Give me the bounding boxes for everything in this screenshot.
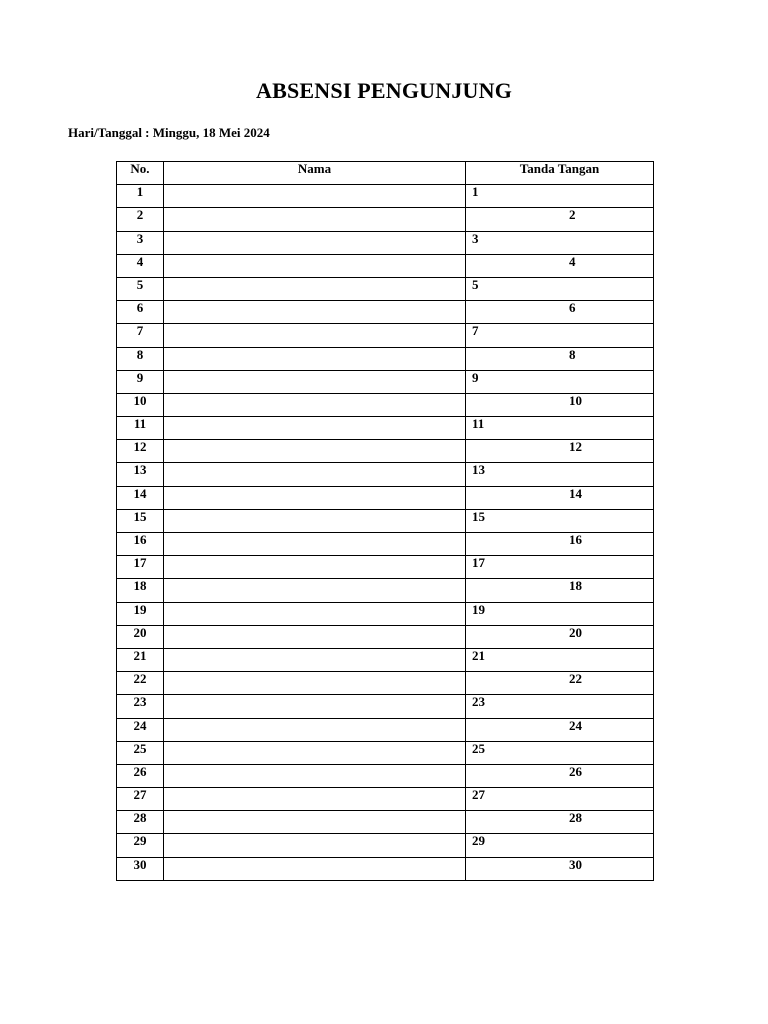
row-number: 7: [117, 324, 164, 347]
row-number: 24: [117, 718, 164, 741]
page-title: ABSENSI PENGUNJUNG: [255, 78, 513, 103]
signature-field[interactable]: [466, 277, 654, 300]
row-number: 20: [117, 625, 164, 648]
signature-field[interactable]: [466, 533, 654, 556]
row-number: 2: [117, 208, 164, 231]
signature-number: 22: [569, 671, 582, 687]
row-number: 15: [117, 509, 164, 532]
signature-field[interactable]: [466, 764, 654, 787]
name-field[interactable]: [164, 393, 466, 416]
signature-field[interactable]: [466, 417, 654, 440]
row-number: 30: [117, 857, 164, 880]
name-field[interactable]: [164, 231, 466, 254]
signature-field[interactable]: [466, 254, 654, 277]
name-field[interactable]: [164, 440, 466, 463]
row-number: 18: [117, 579, 164, 602]
signature-field[interactable]: [466, 788, 654, 811]
signature-number: 5: [472, 277, 479, 292]
signature-number: 17: [472, 555, 485, 571]
row-number: 8: [117, 347, 164, 370]
row-number: 21: [117, 648, 164, 671]
attendance-table: [116, 161, 654, 881]
table-row: [117, 857, 654, 880]
signature-field[interactable]: [466, 393, 654, 416]
name-field[interactable]: [164, 648, 466, 671]
name-field[interactable]: [164, 857, 466, 880]
signature-number: 12: [569, 439, 582, 455]
signature-field[interactable]: [466, 440, 654, 463]
signature-number: 7: [472, 323, 479, 339]
name-field[interactable]: [164, 718, 466, 741]
row-number: 16: [117, 533, 164, 556]
row-number: 19: [117, 602, 164, 625]
table-row: [117, 834, 654, 857]
signature-number: 8: [569, 347, 576, 362]
name-field[interactable]: [164, 811, 466, 834]
table-row: [117, 718, 654, 741]
table-row: [117, 301, 654, 324]
signature-field[interactable]: [466, 185, 654, 208]
signature-field[interactable]: [466, 625, 654, 648]
signature-field[interactable]: [466, 579, 654, 602]
table-row: [117, 486, 654, 509]
signature-number: 23: [472, 694, 485, 710]
row-number: 27: [117, 788, 164, 811]
row-number: 26: [117, 764, 164, 787]
signature-field[interactable]: [466, 208, 654, 231]
signature-number: 16: [569, 532, 582, 547]
table-row: [117, 788, 654, 811]
name-field[interactable]: [164, 579, 466, 602]
signature-number: 9: [472, 370, 479, 385]
row-number: 6: [117, 301, 164, 324]
name-field[interactable]: [164, 370, 466, 393]
signature-number: 27: [472, 787, 485, 803]
signature-field[interactable]: [466, 301, 654, 324]
table-row: [117, 324, 654, 347]
name-field[interactable]: [164, 602, 466, 625]
table-row: [117, 417, 654, 440]
row-number: 13: [117, 463, 164, 486]
table-row: [117, 231, 654, 254]
signature-field[interactable]: [466, 741, 654, 764]
signature-field[interactable]: [466, 672, 654, 695]
signature-number: 13: [472, 462, 485, 478]
name-field[interactable]: [164, 834, 466, 857]
signature-number: 2: [569, 207, 576, 223]
table-row: [117, 811, 654, 834]
row-number: 5: [117, 277, 164, 300]
signature-number: 14: [569, 486, 582, 501]
signature-field[interactable]: [466, 602, 654, 625]
header-tanda-tangan: Tanda Tangan: [466, 162, 654, 185]
signature-number: 29: [472, 833, 485, 849]
name-field[interactable]: [164, 301, 466, 324]
row-number: 10: [117, 393, 164, 416]
row-number: 14: [117, 486, 164, 509]
signature-field[interactable]: [466, 556, 654, 579]
table-row: [117, 648, 654, 671]
row-number: 25: [117, 741, 164, 764]
table-row: [117, 764, 654, 787]
name-field[interactable]: [164, 324, 466, 347]
table-header-row: [117, 162, 654, 185]
signature-field[interactable]: [466, 695, 654, 718]
signature-number: 10: [569, 393, 582, 408]
row-number: 4: [117, 254, 164, 277]
signature-field[interactable]: [466, 857, 654, 880]
name-field[interactable]: [164, 185, 466, 208]
row-number: 23: [117, 695, 164, 718]
name-field[interactable]: [164, 347, 466, 370]
header-nama: Nama: [164, 162, 466, 185]
table-row: [117, 625, 654, 648]
signature-number: 6: [569, 300, 576, 316]
table-row: [117, 556, 654, 579]
row-number: 9: [117, 370, 164, 393]
table-row: [117, 185, 654, 208]
row-number: 22: [117, 672, 164, 695]
table-row: [117, 347, 654, 370]
table-row: [117, 509, 654, 532]
signature-number: 30: [569, 857, 582, 872]
name-field[interactable]: [164, 417, 466, 440]
signature-number: 19: [472, 602, 485, 617]
table-row: [117, 533, 654, 556]
row-number: 17: [117, 556, 164, 579]
signature-number: 18: [569, 578, 582, 594]
table-row: [117, 393, 654, 416]
name-field[interactable]: [164, 625, 466, 648]
signature-field[interactable]: [466, 463, 654, 486]
signature-field[interactable]: [466, 718, 654, 741]
row-number: 29: [117, 834, 164, 857]
signature-number: 26: [569, 764, 582, 779]
table-row: [117, 741, 654, 764]
signature-number: 25: [472, 741, 485, 756]
name-field[interactable]: [164, 556, 466, 579]
signature-number: 11: [472, 416, 485, 432]
signature-number: 3: [472, 231, 479, 246]
name-field[interactable]: [164, 788, 466, 811]
signature-number: 1: [472, 184, 479, 200]
name-field[interactable]: [164, 208, 466, 231]
name-field[interactable]: [164, 277, 466, 300]
signature-number: 24: [569, 718, 582, 733]
table-row: [117, 602, 654, 625]
name-field[interactable]: [164, 254, 466, 277]
table-row: [117, 695, 654, 718]
signature-field[interactable]: [466, 347, 654, 370]
name-field[interactable]: [164, 764, 466, 787]
table-body: [117, 185, 654, 881]
row-number: 28: [117, 811, 164, 834]
signature-number: 28: [569, 810, 582, 826]
name-field[interactable]: [164, 672, 466, 695]
row-number: 1: [117, 185, 164, 208]
signature-number: 4: [569, 254, 576, 269]
name-field[interactable]: [164, 486, 466, 509]
signature-number: 21: [472, 648, 485, 663]
row-number: 3: [117, 231, 164, 254]
signature-field[interactable]: [466, 648, 654, 671]
name-field[interactable]: [164, 509, 466, 532]
signature-field[interactable]: [466, 324, 654, 347]
row-number: 11: [117, 417, 164, 440]
signature-field[interactable]: [466, 231, 654, 254]
signature-field[interactable]: [466, 370, 654, 393]
table-row: [117, 254, 654, 277]
name-field[interactable]: [164, 533, 466, 556]
row-number: 12: [117, 440, 164, 463]
signature-number: 15: [472, 509, 485, 524]
table-row: [117, 579, 654, 602]
name-field[interactable]: [164, 463, 466, 486]
date-line: Hari/Tanggal : Minggu, 18 Mei 2024: [68, 125, 270, 140]
signature-field[interactable]: [466, 509, 654, 532]
table-row: [117, 463, 654, 486]
signature-number: 20: [569, 625, 582, 640]
header-no: No.: [117, 162, 164, 185]
signature-field[interactable]: [466, 486, 654, 509]
table-row: [117, 440, 654, 463]
name-field[interactable]: [164, 695, 466, 718]
table-row: [117, 672, 654, 695]
signature-field[interactable]: [466, 834, 654, 857]
name-field[interactable]: [164, 741, 466, 764]
table-row: [117, 370, 654, 393]
table-row: [117, 208, 654, 231]
table-row: [117, 277, 654, 300]
signature-field[interactable]: [466, 811, 654, 834]
